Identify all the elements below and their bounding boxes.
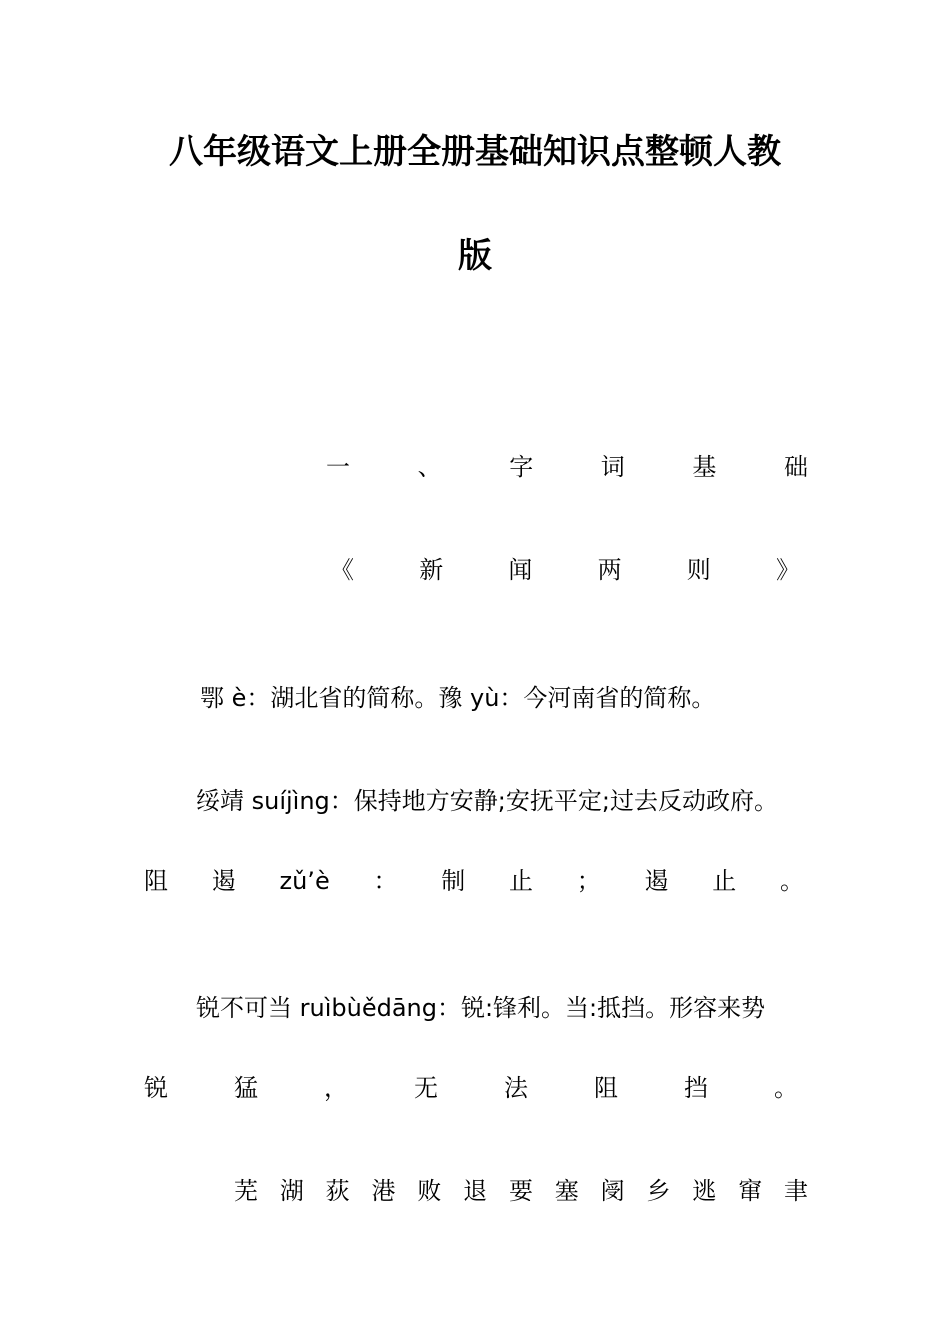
lesson-title-char: 两 <box>597 556 622 584</box>
entry-ruibudang-line-2 <box>144 1073 798 1103</box>
lesson-title-char: 》 <box>775 556 800 584</box>
section-heading <box>326 452 808 482</box>
word-list-char: 逃 <box>692 1177 717 1205</box>
word-list-char: 聿 <box>783 1177 808 1205</box>
word-list-char: 窜 <box>738 1177 763 1205</box>
entry-zue-part: 。 <box>779 867 804 895</box>
entry-zue-part: 遏 <box>644 867 669 895</box>
word-list <box>234 1176 808 1206</box>
lesson-title-char: 新 <box>419 556 444 584</box>
entry-zue-part: zǔ’è <box>279 867 330 895</box>
word-list-char: 荻 <box>325 1177 350 1205</box>
section-heading-char: 词 <box>600 453 625 481</box>
section-heading-char: 字 <box>509 453 534 481</box>
lesson-title-char: 闻 <box>508 556 533 584</box>
section-heading-char: 础 <box>783 453 808 481</box>
entry-ruibudang-char: 挡 <box>684 1074 708 1102</box>
entry-ruibudang-char: 。 <box>774 1074 798 1102</box>
entry-zue <box>144 866 804 896</box>
word-list-char: 港 <box>371 1177 396 1205</box>
section-heading-char: 、 <box>417 453 442 481</box>
document-title-line-2: 版 <box>458 236 492 276</box>
entry-zue-part: ； <box>576 867 601 895</box>
word-list-char: 要 <box>508 1177 533 1205</box>
word-list-char: 退 <box>463 1177 488 1205</box>
entry-ruibudang-char: 锐 <box>144 1074 168 1102</box>
section-heading-char: 一 <box>326 453 350 481</box>
word-list-char: 乡 <box>646 1177 671 1205</box>
lesson-title-char: 则 <box>686 556 711 584</box>
entry-ruibudang-char: 猛 <box>234 1074 258 1102</box>
word-list-char: 芜 <box>234 1177 258 1205</box>
entry-ruibudang-char: ， <box>324 1074 348 1102</box>
document-title-line-1: 八年级语文上册全册基础知识点整顿人教 <box>169 132 781 172</box>
entry-zue-part: 制 <box>441 867 466 895</box>
entry-ruibudang-char: 法 <box>504 1074 528 1102</box>
word-list-char: 湖 <box>279 1177 304 1205</box>
word-list-char: 阌 <box>600 1177 625 1205</box>
entry-zue-part: 遏 <box>211 867 236 895</box>
lesson-title <box>330 555 800 585</box>
word-list-char: 败 <box>417 1177 442 1205</box>
entry-e-yu: 鄂 è：湖北省的简称。豫 yù：今河南省的简称。 <box>200 684 716 712</box>
entry-zue-part: 止 <box>712 867 737 895</box>
entry-ruibudang-char: 无 <box>414 1074 438 1102</box>
entry-zue-part: ： <box>373 867 398 895</box>
entry-ruibudang-line-1: 锐不可当 ruìbùědāng：锐:锋利。当:抵挡。形容来势 <box>196 994 766 1022</box>
entry-ruibudang-char: 阻 <box>594 1074 618 1102</box>
word-list-char: 塞 <box>554 1177 579 1205</box>
entry-suijing: 绥靖 suíjìng：保持地方安静;安抚平定;过去反动政府。 <box>196 787 778 815</box>
lesson-title-char: 《 <box>330 556 354 584</box>
section-heading-char: 基 <box>692 453 717 481</box>
entry-zue-part: 阻 <box>144 867 168 895</box>
entry-zue-part: 止 <box>508 867 533 895</box>
